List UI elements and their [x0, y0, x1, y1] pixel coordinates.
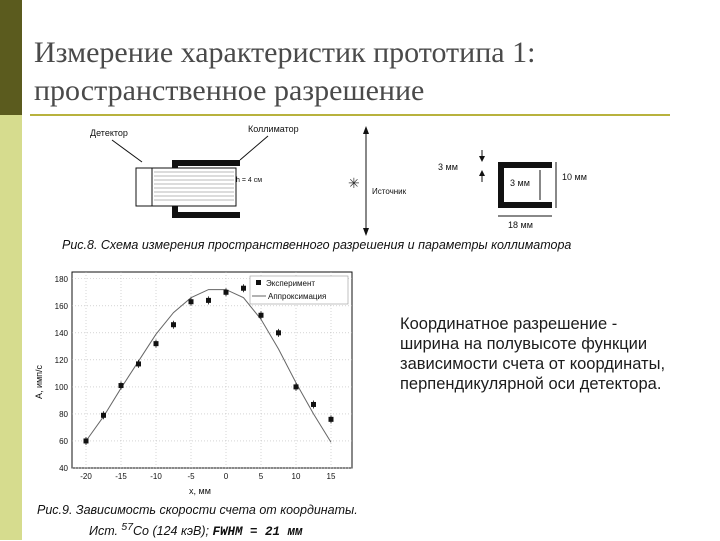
dim-inner-label: 3 мм: [510, 178, 530, 188]
data-point: [136, 361, 141, 366]
y-tick-label: 40: [59, 464, 68, 473]
x-tick-label: 0: [223, 472, 229, 481]
figure9-caption: [37, 502, 437, 541]
y-tick-label: 160: [54, 301, 68, 311]
data-point: [294, 384, 299, 389]
source-prefix: Ист.: [89, 524, 122, 539]
dim-top-label: 3 мм: [438, 162, 458, 172]
y-axis-label: A, имп/с: [34, 364, 44, 400]
data-point: [241, 286, 246, 291]
x-tick-label: -20: [80, 472, 92, 481]
data-point: [311, 402, 316, 407]
data-point: [276, 330, 281, 335]
axis-arrow-up: [363, 126, 369, 134]
source-label: Источник: [372, 187, 407, 196]
dim-right-label: 10 мм: [562, 172, 587, 182]
x-axis-label: x, мм: [189, 486, 211, 496]
collimator-schematic: [40, 120, 640, 238]
source-icon: ✳: [348, 175, 360, 191]
x-tick-label: 10: [291, 472, 301, 481]
fwhm-value: FWHM = 21 мм: [212, 525, 303, 540]
sidebar-accent-top: [0, 0, 22, 115]
detector-label: Детектор: [90, 128, 128, 138]
y-tick-label: 140: [54, 328, 68, 338]
dim-bottom-label: 18 мм: [508, 220, 533, 230]
resolution-definition: Координатное разрешение - ширина на полувысоте функции зависимости счета от координаты, перпендикулярной оси детектора.: [400, 315, 666, 393]
isotope-mass: 57: [121, 522, 133, 533]
y-tick-label: 100: [54, 382, 68, 392]
collimator-label: Коллиматор: [248, 124, 299, 134]
detector-body: [136, 168, 236, 206]
axis-arrow-down: [363, 228, 369, 236]
legend: [250, 276, 348, 304]
figure9-caption-line2: [37, 519, 437, 541]
x-tick-label: 15: [326, 472, 336, 481]
isotope-energy: Co (124 кэВ);: [133, 524, 213, 539]
legend-item-fit: Аппроксимация: [268, 292, 327, 301]
data-point: [101, 413, 106, 418]
y-tick-label: 80: [59, 409, 68, 419]
data-point: [154, 341, 159, 346]
y-tick-label: 180: [54, 274, 68, 284]
gap-label: h = 4 см: [236, 177, 263, 184]
legend-item-experiment: Эксперимент: [266, 279, 316, 288]
data-point: [329, 417, 334, 422]
x-tick-label: 5: [258, 472, 264, 481]
x-tick-label: -10: [150, 472, 162, 481]
count-rate-chart: [30, 262, 360, 500]
slide-title: Измерение характеристик прототипа 1: пространственное разрешение: [34, 36, 536, 107]
x-tick-label: -15: [115, 472, 127, 481]
data-point: [189, 299, 194, 304]
data-point: [171, 322, 176, 327]
data-point: [224, 290, 229, 295]
figure8-caption: Рис.8. Схема измерения пространственного разрешения и параметры коллиматора: [62, 238, 572, 252]
sidebar-accent-bottom: [0, 115, 22, 540]
data-point: [119, 383, 124, 388]
title-divider: [30, 114, 670, 116]
y-tick-label: 60: [59, 436, 68, 446]
x-tick-label: -5: [187, 472, 195, 481]
data-point: [84, 438, 89, 443]
detector-pointer: [112, 140, 142, 162]
data-point: [259, 313, 264, 318]
y-tick-label: 120: [54, 355, 68, 365]
collimator-pointer: [240, 136, 268, 160]
figure9-caption-line1: Рис.9. Зависимость скорости счета от координаты.: [37, 503, 358, 517]
data-point: [206, 298, 211, 303]
